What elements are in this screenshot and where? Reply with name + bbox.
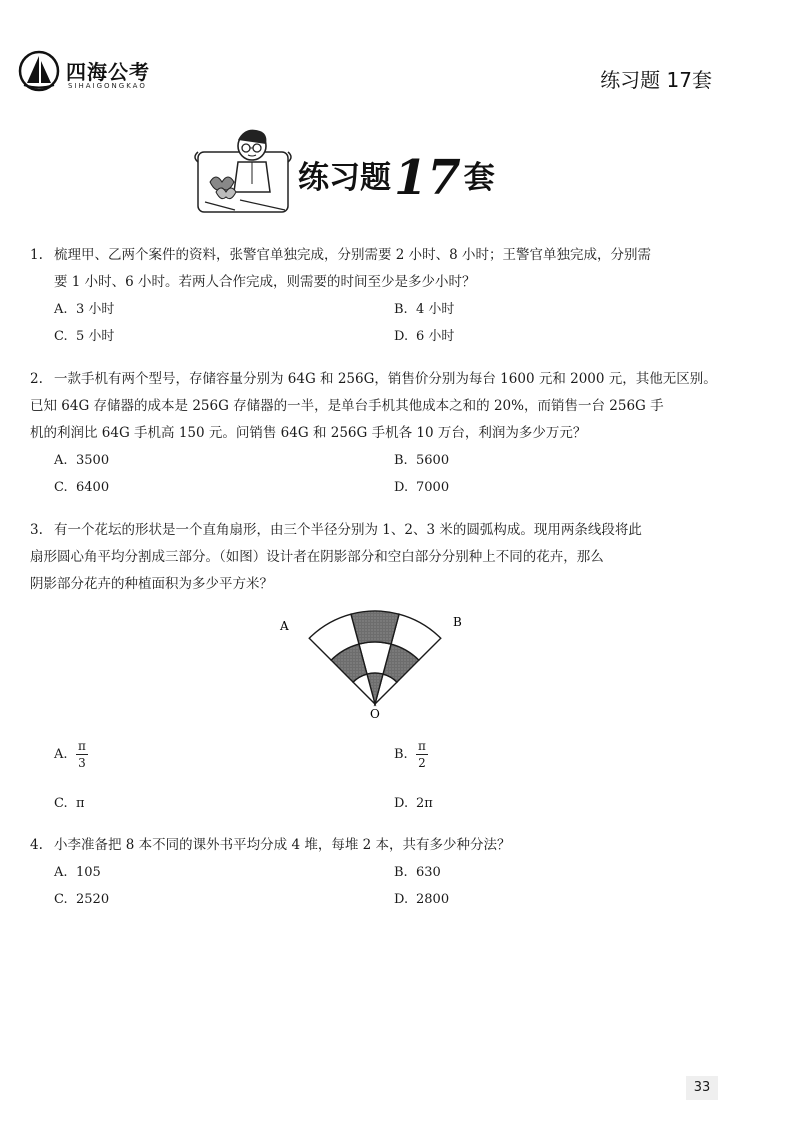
- option-d[interactable]: D. 2800: [394, 892, 450, 907]
- option-a[interactable]: A. 3500: [54, 453, 110, 468]
- question-text-line: 扇形圆心角平均分割成三部分。（如图）设计者在阴影部分和空白部分分别种上不同的花卉，那么: [30, 549, 604, 565]
- question-text-line: 有一个花坛的形状是一个直角扇形，由三个半径分别为 1、2、3 米的圆弧构成。现用两条线段将此: [54, 522, 642, 538]
- fraction: $\frac{\pi}{3}$: [78, 739, 86, 770]
- header-page-label: 练习题 17套: [600, 68, 712, 92]
- option-b[interactable]: B. $\frac{\pi}{2}$: [394, 739, 426, 770]
- question-2: [30, 366, 730, 501]
- question-number: 4.: [30, 837, 43, 853]
- sector-shapes: [309, 611, 441, 704]
- option-d[interactable]: D. 7000: [394, 480, 450, 495]
- question-3-options: [30, 738, 730, 824]
- point-a-label: A: [280, 619, 289, 633]
- question-3: [30, 517, 730, 598]
- option-c[interactable]: C. 5 小时: [54, 329, 115, 344]
- page-header: [0, 0, 800, 110]
- sector-figure: [278, 590, 478, 722]
- question-number: 1.: [30, 247, 43, 263]
- option-c[interactable]: C. 2520: [54, 892, 110, 907]
- section-title-block: [190, 122, 590, 222]
- point-b-label: B: [453, 615, 462, 629]
- question-text-line: 小李准备把 8 本不同的课外书平均分成 4 堆，每堆 2 本，共有多少种分法？: [54, 837, 511, 853]
- fraction: $\frac{\pi}{2}$: [418, 739, 426, 770]
- question-text-line: 已知 64G 存储器的成本是 256G 存储器的一半，是单台手机其他成本之和的 20%，而销售一台 256G 手: [30, 398, 664, 414]
- point-o-label: O: [370, 707, 380, 721]
- option-c[interactable]: C. 6400: [54, 480, 110, 495]
- option-b[interactable]: B. 630: [394, 865, 441, 880]
- option-list: [54, 738, 730, 824]
- sailboat-logo-icon: [18, 50, 60, 92]
- brand-logo: [18, 50, 168, 96]
- question-number: 3.: [30, 522, 43, 538]
- question-text-line: 阴影部分花卉的种植面积为多少平方米？: [30, 576, 273, 592]
- option-list: [54, 296, 730, 350]
- brand-subtitle: SIHAIGONGKAO: [68, 82, 147, 90]
- option-c[interactable]: C. π: [54, 796, 85, 811]
- page-number: 33: [686, 1076, 718, 1100]
- question-4: [30, 832, 730, 913]
- question-text-line: 一款手机有两个型号，存储容量分别为 64G 和 256G，销售价分别为每台 1600 元和 2000 元，其他无区别。: [54, 371, 717, 387]
- section-title: [298, 150, 495, 206]
- brand-name: 四海公考: [66, 60, 150, 84]
- option-a[interactable]: A. 3 小时: [54, 302, 115, 317]
- option-b[interactable]: B. 5600: [394, 453, 450, 468]
- option-b[interactable]: B. 4 小时: [394, 302, 455, 317]
- question-text-line: 梳理甲、乙两个案件的资料，张警官单独完成，分别需要 2 小时、8 小时；王警官单独完成，分别需: [54, 247, 652, 263]
- question-1: [30, 242, 730, 350]
- question-text-line: 要 1 小时、6 小时。若两人合作完成，则需要的时间至少是多少小时？: [54, 274, 476, 290]
- title-prefix: 练习题: [298, 160, 391, 196]
- option-a[interactable]: A. $\frac{\pi}{3}$: [54, 739, 86, 770]
- option-list: [54, 447, 730, 501]
- option-d[interactable]: D. 6 小时: [394, 329, 455, 344]
- question-text-line: 机的利润比 64G 手机高 150 元。问销售 64G 和 256G 手机各 10 万台，利润为多少万元？: [30, 425, 587, 441]
- option-list: [54, 859, 730, 913]
- option-d[interactable]: D. 2π: [394, 796, 433, 811]
- option-a[interactable]: A. 105: [54, 865, 101, 880]
- title-number: 17: [394, 150, 461, 206]
- teacher-mascot-icon: [190, 122, 300, 222]
- question-number: 2.: [30, 371, 43, 387]
- title-suffix: 套: [463, 160, 495, 196]
